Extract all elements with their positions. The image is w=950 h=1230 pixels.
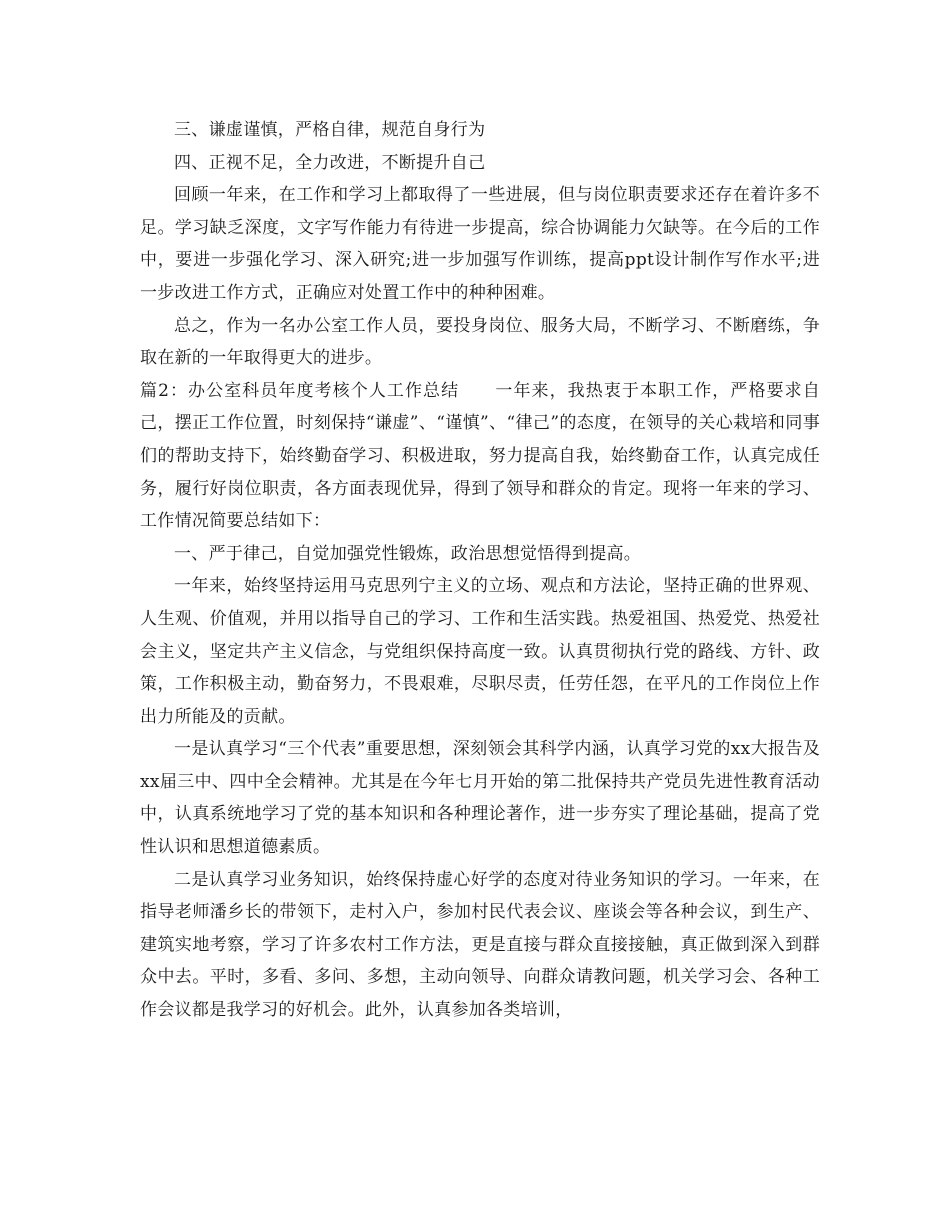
paragraph: 总之，作为一名办公室工作人员，要投身岗位、服务大局，不断学习、不断磨练，争取在新的一年取得更大的进步。	[140, 315, 820, 369]
paragraph: 四、正视不足，全力改进，不断提升自己	[174, 152, 486, 173]
paragraph: 二是认真学习业务知识，始终保持虚心好学的态度对待业务知识的学习。一年来，在指导老师潘乡长的带领下，走村入户，参加村民代表会议、座谈会等各种会议，到生产、建筑实地考察，学习了许多农村工作方法，更是直接与群众直接接触，真正做到深入到群众中去。平时，多看、多问、多想，主动向领导、向群众请教问题，机关学习会、各种工作会议都是我学习的好机会。此外，认真参加各类培训，	[140, 869, 820, 1021]
paragraph: 一年来，始终坚持运用马克思列宁主义的立场、观点和方法论，坚持正确的世界观、人生观、价值观，并用以指导自己的学习、工作和生活实践。热爱祖国、热爱党、热爱社会主义，坚定共产主义信念，与党组织保持高度一致。认真贯彻执行党的路线、方针、政策，工作积极主动，勤奋努力，不畏艰难，尽职尽责，任劳任怨，在平凡的工作岗位上作出力所能及的贡献。	[140, 576, 820, 727]
document-body	[140, 114, 820, 1027]
paragraph: 三、谦虚谨慎，严格自律，规范自身行为	[174, 120, 486, 140]
paragraph: 一是认真学习“三个代表”重要思想，深刻领会其科学内涵，认真学习党的xx大报告及xx届三中、四中全会精神。尤其是在今年七月开始的第二批保持共产党员先进性教育活动中，认真系统地学习了党的基本知识和各种理论著作，进一步夯实了理论基础，提高了党性认识和思想道德素质。	[140, 739, 820, 858]
paragraph: 回顾一年来，在工作和学习上都取得了一些进展，但与岗位职责要求还存在着许多不足。学习缺乏深度，文字写作能力有待进一步提高，综合协调能力欠缺等。在今后的工作中，要进一步强化学习、深入研究;进一步加强写作训练，提高ppt设计制作写作水平;进一步改进工作方式，正确应对处置工作中的种种困难。	[140, 185, 820, 303]
paragraph: 一、严于律己，自觉加强党性锻炼，政治思想觉悟得到提高。	[174, 543, 642, 564]
section-heading-paragraph: 篇2：办公室科员年度考核个人工作总结 一年来，我热衷于本职工作，严格要求自己，摆正工作位置，时刻保持“谦虚”、“谨慎”、“律己”的态度，在领导的关心栽培和同事们的帮助支持下，始终勤奋学习、积极进取，努力提高自我，始终勤奋工作，认真完成任务，履行好岗位职责，各方面表现优异，得到了领导和群众的肯定。现将一年来的学习、工作情况简要总结如下：	[140, 380, 820, 532]
